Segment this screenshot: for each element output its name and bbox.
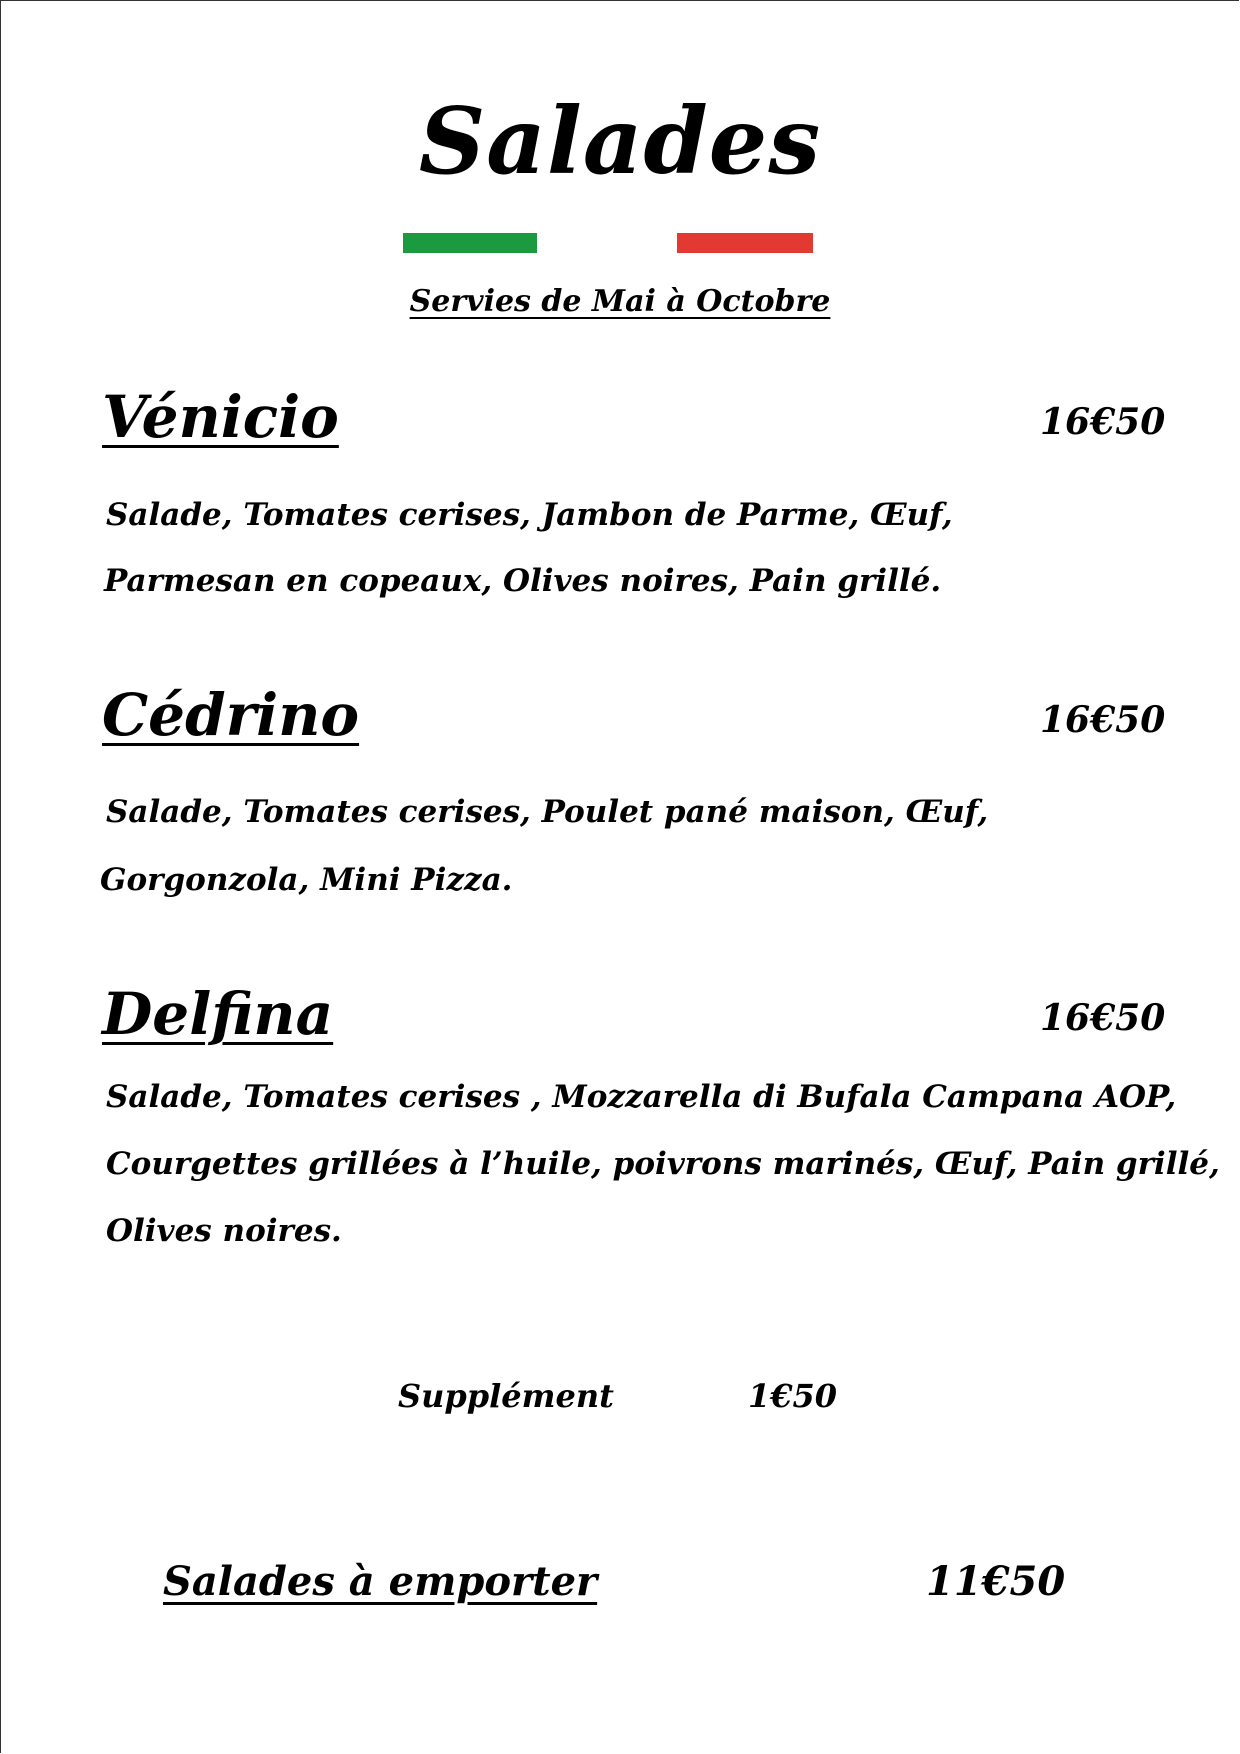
takeaway-label: Salades à emporter bbox=[163, 1558, 598, 1605]
item-name-delfina: Delfina bbox=[102, 980, 334, 1048]
item-price-delfina: 16€50 bbox=[1040, 997, 1166, 1039]
item-description-line: Olives noires. bbox=[106, 1213, 342, 1249]
menu-title: Salades bbox=[418, 87, 822, 195]
flag-stripe-green bbox=[403, 233, 537, 253]
service-period-subtitle: Servies de Mai à Octobre bbox=[409, 284, 831, 319]
item-price-venicio: 16€50 bbox=[1040, 401, 1166, 443]
item-description-line: Salade, Tomates cerises, Jambon de Parme, Œuf, bbox=[106, 497, 953, 533]
flag-stripe-red bbox=[677, 233, 813, 253]
takeaway-price: 11€50 bbox=[926, 1558, 1066, 1605]
item-price-cedrino: 16€50 bbox=[1040, 699, 1166, 741]
item-description-line: Gorgonzola, Mini Pizza. bbox=[100, 862, 513, 898]
item-name-venicio: Vénicio bbox=[102, 383, 339, 451]
supplement-label: Supplément bbox=[398, 1377, 614, 1415]
item-description-line: Parmesan en copeaux, Olives noires, Pain grillé. bbox=[104, 563, 942, 599]
item-description-line: Salade, Tomates cerises, Poulet pané maison, Œuf, bbox=[106, 794, 989, 830]
item-description-line: Courgettes grillées à l’huile, poivrons marinés, Œuf, Pain grillé, bbox=[106, 1146, 1220, 1182]
item-name-cedrino: Cédrino bbox=[102, 681, 360, 749]
supplement-price: 1€50 bbox=[748, 1377, 838, 1415]
flag-stripe-white bbox=[537, 233, 677, 253]
item-description-line: Salade, Tomates cerises , Mozzarella di Bufala Campana AOP, bbox=[106, 1079, 1177, 1115]
